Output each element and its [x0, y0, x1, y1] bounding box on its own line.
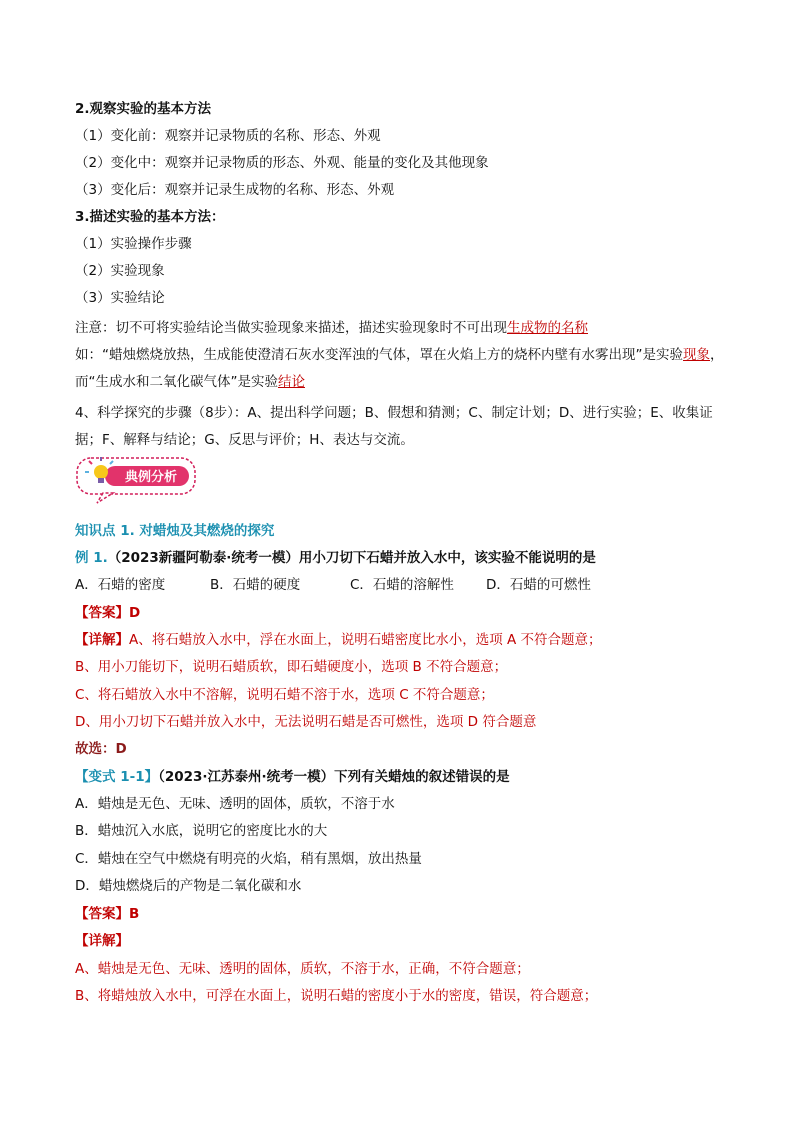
variant-1-1-option-b: B．蜡烛沉入水底，说明它的密度比水的大	[75, 823, 328, 839]
section-4-paragraph: 4、科学探究的步骤（8步）：A、提出科学问题；B、假想和猜测；C、制定计划；D、进行实验；E、收集证据；F、解释与结论；G、反思与评价；H、表达与交流。	[75, 405, 713, 448]
variant-1-1-detail-2: B、将蜡烛放入水中，可浮在水面上，说明石蜡的密度小于水的密度，错误，符合题意；	[75, 988, 598, 1004]
section-3-item-3: （3）实验结论	[75, 290, 165, 306]
example-1-detail-3: C、将石蜡放入水中不溶解，说明石蜡不溶于水，选项 C 不符合题意；	[75, 687, 494, 703]
example-highlight-conclusion: 结论	[278, 374, 305, 390]
example-1-detail-1	[75, 631, 602, 649]
example-paragraph	[75, 342, 725, 396]
example-1-answer	[75, 604, 140, 622]
example-1-detail-1-text: A、将石蜡放入水中，浮在水面上，说明石蜡密度比水小，选项 A 不符合题意；	[129, 632, 602, 648]
example-text-2: ，而“生成水和二氧化碳气体”是实验	[75, 347, 724, 390]
section-2-title: 2.观察实验的基本方法	[75, 101, 212, 117]
section-3-item-1: （1）实验操作步骤	[75, 236, 192, 252]
example-1-option-d: D．石蜡的可燃性	[486, 577, 591, 593]
example-1-label: 例 1.	[75, 550, 108, 566]
knowledge-point-1: 知识点 1. 对蜡烛及其燃烧的探究	[75, 523, 275, 539]
example-1-detail-4: D、用小刀切下石蜡并放入水中，无法说明石蜡是否可燃性，选项 D 符合题意	[75, 714, 537, 730]
section-3-item-2: （2）实验现象	[75, 263, 165, 279]
example-1-option-b: B．石蜡的硬度	[210, 577, 301, 593]
variant-1-1-answer	[75, 905, 139, 923]
example-1-stem	[75, 549, 596, 567]
variant-1-1-label: 【变式 1-1】	[75, 769, 159, 785]
section-2-item-1: （1）变化前：观察并记录物质的名称、形态、外观	[75, 128, 381, 144]
example-1-detail-2: B、用小刀能切下，说明石蜡质软，即石蜡硬度小，选项 B 不符合题意；	[75, 659, 508, 675]
variant-1-1-detail-1: A、蜡烛是无色、无味、透明的固体，质软，不溶于水，正确，不符合题意；	[75, 961, 530, 977]
variant-1-1-answer-label: 【答案】	[75, 906, 129, 922]
section-2-item-2: （2）变化中：观察并记录物质的形态、外观、能量的变化及其他现象	[75, 155, 489, 171]
variant-1-1-option-c: C．蜡烛在空气中燃烧有明亮的火焰，稍有黑烟，放出热量	[75, 851, 422, 867]
note-text: 注意：切不可将实验结论当做实验现象来描述，描述实验现象时不可出现	[75, 320, 507, 336]
variant-1-1-option-d: D．蜡烛燃烧后的产物是二氧化碳和水	[75, 878, 302, 894]
example-1-question: （2023新疆阿勒泰·统考一模）用小刀切下石蜡并放入水中，该实验不能说明的是	[107, 550, 596, 566]
typical-example-banner	[75, 455, 199, 505]
example-highlight-phenomenon: 现象	[683, 347, 710, 363]
note-highlight: 生成物的名称	[507, 320, 588, 336]
example-1-detail-label: 【详解】	[75, 632, 129, 648]
example-1-option-a: A．石蜡的密度	[75, 577, 166, 593]
section-2-item-3: （3）变化后：观察并记录生成物的名称、形态、外观	[75, 182, 395, 198]
variant-1-1-answer-value: B	[129, 906, 140, 922]
example-1-options	[75, 576, 591, 594]
note-line	[75, 319, 588, 337]
variant-1-1-option-a: A．蜡烛是无色、无味、透明的固体，质软，不溶于水	[75, 796, 395, 812]
example-1-choose: 故选：D	[75, 741, 127, 757]
variant-1-1-stem	[75, 768, 510, 786]
example-1-answer-value: D	[129, 605, 141, 621]
example-text-1: 如：“蜡烛燃烧放热，生成能使澄清石灰水变浑浊的气体，罩在火焰上方的烧杯内壁有水雾出现”是实验	[75, 347, 683, 363]
variant-1-1-detail-label: 【详解】	[75, 933, 129, 949]
example-1-option-c: C．石蜡的溶解性	[350, 577, 454, 593]
example-1-answer-label: 【答案】	[75, 605, 129, 621]
section-3-title: 3.描述实验的基本方法：	[75, 209, 225, 225]
variant-1-1-question: （2023·江苏泰州·统考一模）下列有关蜡烛的叙述错误的是	[158, 769, 510, 785]
banner-text: 典例分析	[124, 470, 178, 485]
